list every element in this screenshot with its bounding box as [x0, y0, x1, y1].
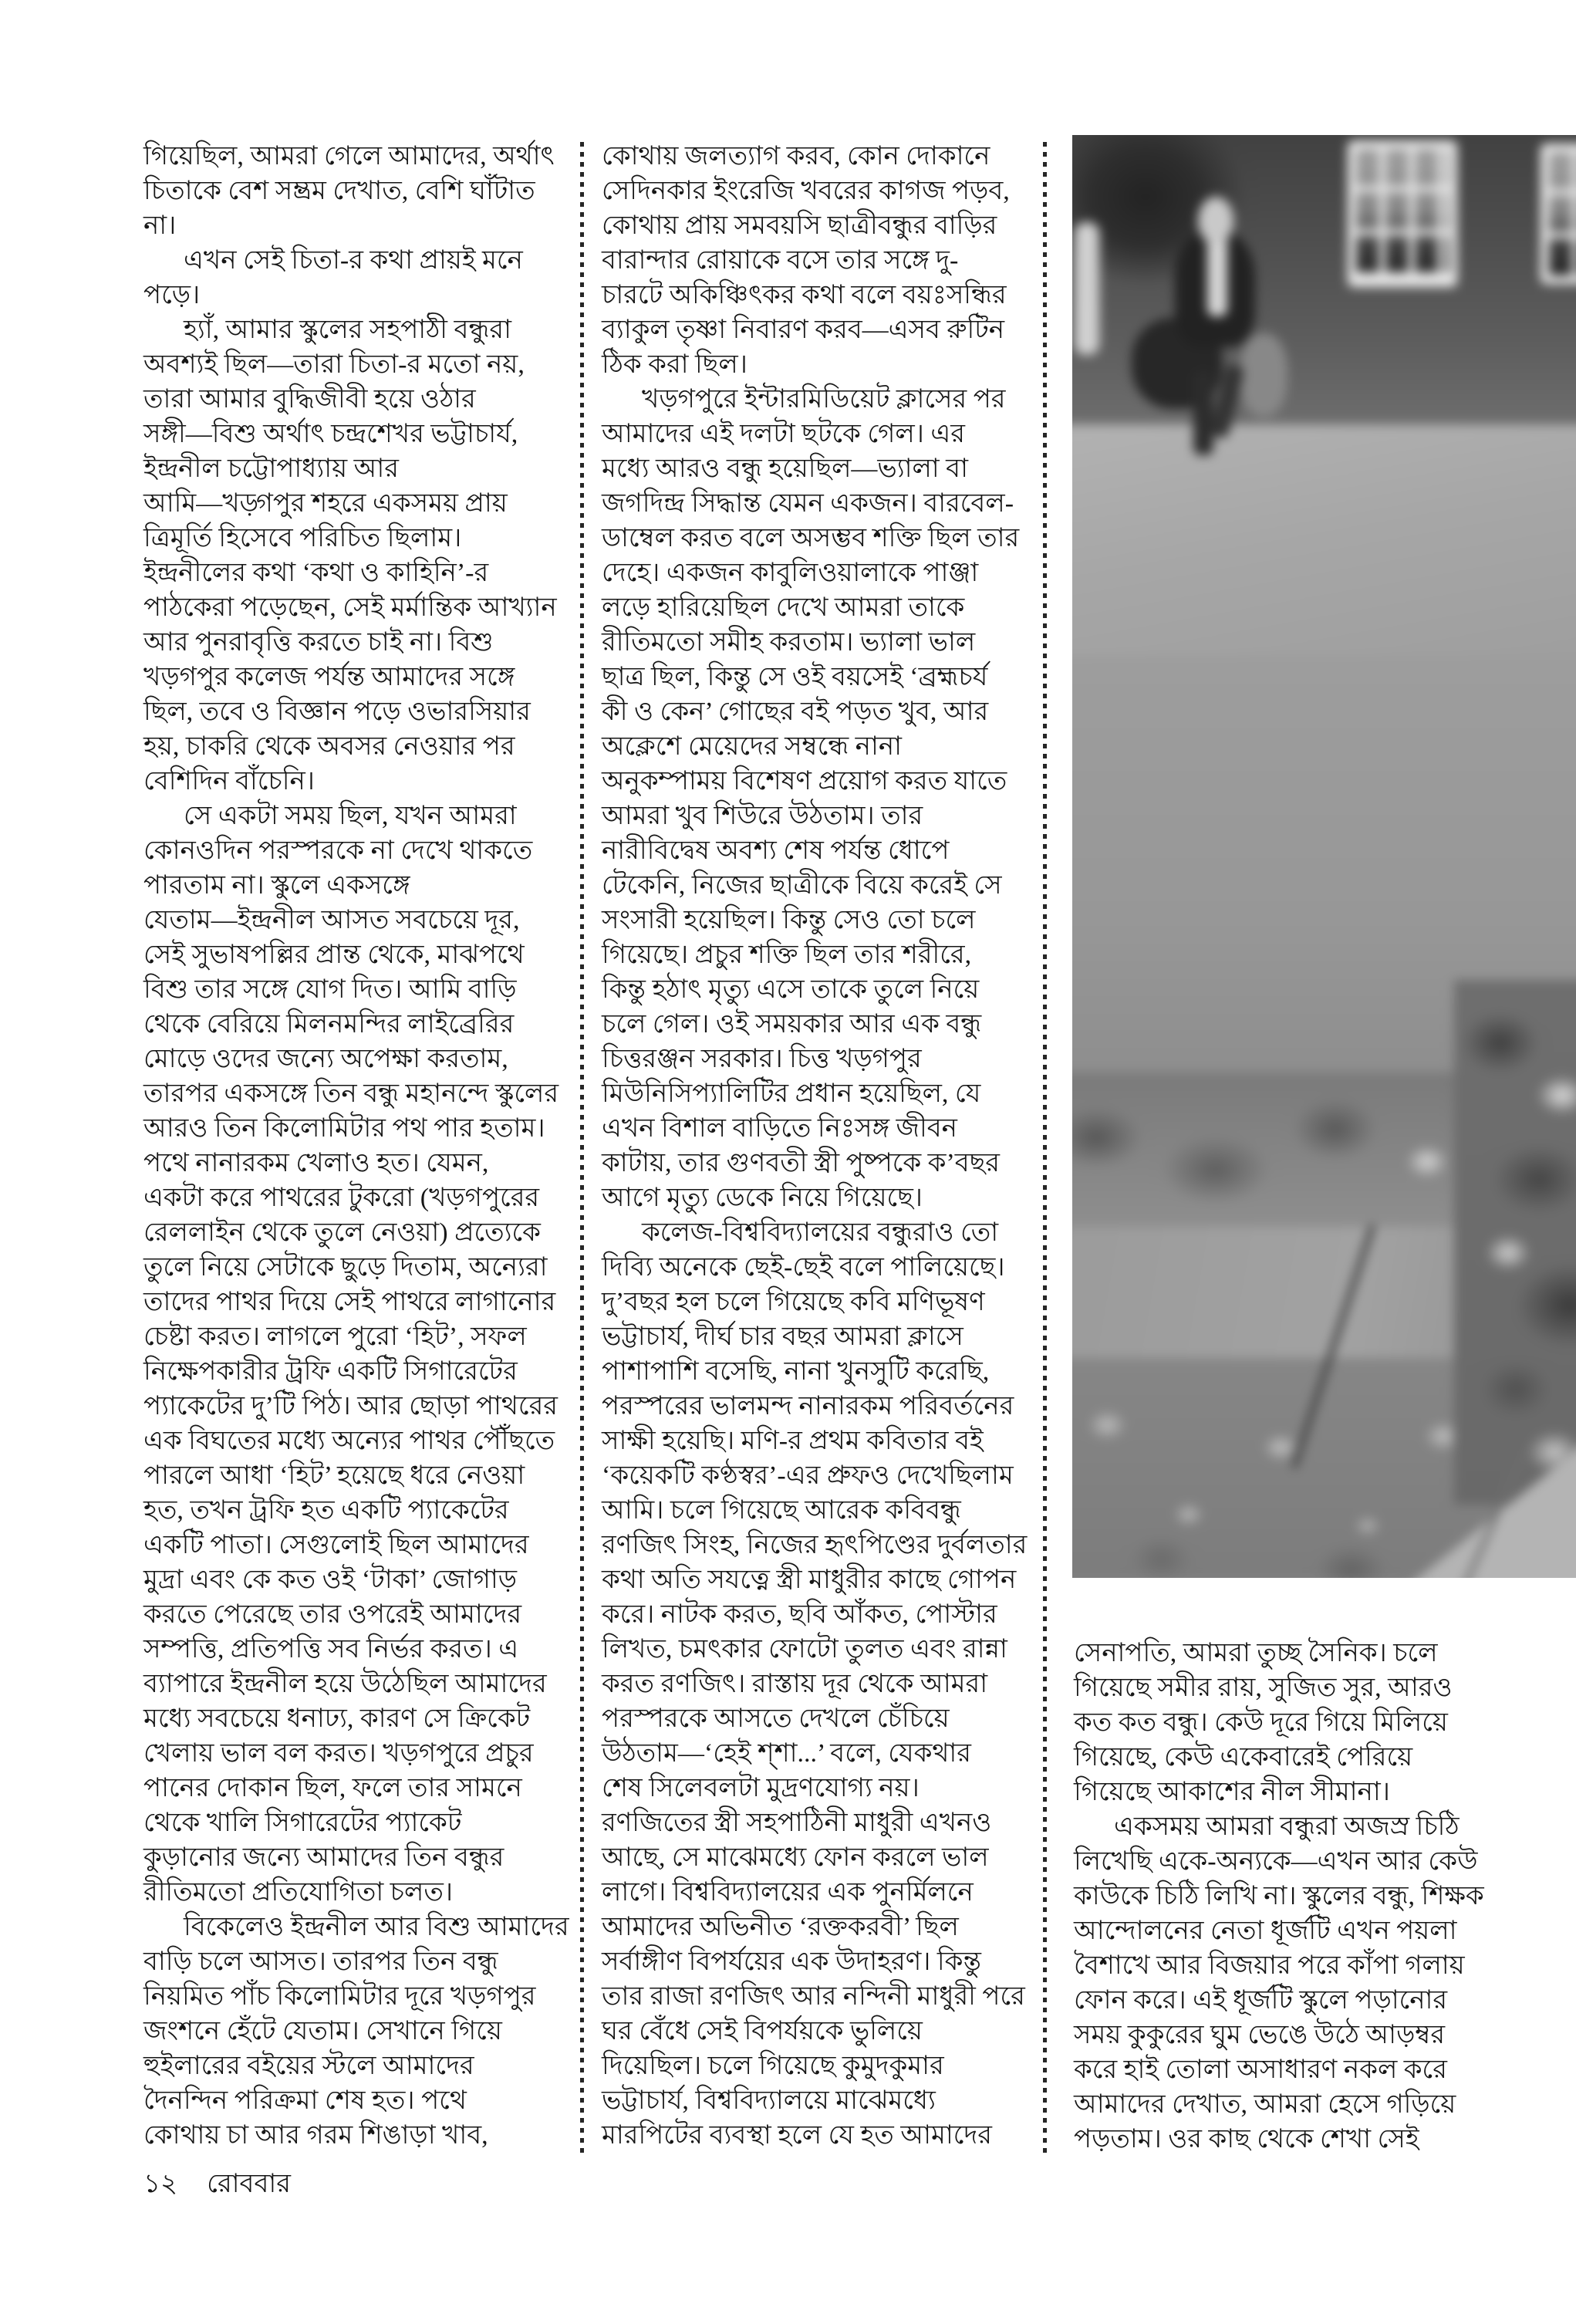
text-line: রেললাইন থেকে তুলে নেওয়া) প্রত্যেকে — [143, 1218, 541, 1247]
text-line: গিয়েছে, কেউ একেবারেই পেরিয়ে — [1074, 1743, 1413, 1772]
text-line: কুড়ানোর জন্যে আমাদের তিন বন্ধুর — [143, 1843, 505, 1872]
text-line: বিকেলেও ইন্দ্রনীল আর বিশু আমাদের — [184, 1913, 569, 1941]
pavement-ground — [1072, 424, 1576, 687]
text-line: প্যাকেটের দু’টি পিঠ। আর ছোড়া পাথরের — [143, 1392, 558, 1420]
text-line: আগে মৃত্যু ডেকে নিয়ে গিয়েছে। — [602, 1184, 923, 1212]
text-line: ইন্দ্রনীলের কথা ‘কথা ও কাহিনি’-র — [143, 559, 489, 587]
text-line: রণজিতের স্ত্রী সহপাঠিনী মাধুরী এখনও — [602, 1809, 992, 1837]
text-line: মধ্যে আরও বন্ধু হয়েছিল—ভ্যালা বা — [602, 454, 968, 483]
text-line: করত রণজিৎ। রাস্তায় দূর থেকে আমরা — [602, 1670, 988, 1698]
text-line: সেনাপতি, আমরা তুচ্ছ সৈনিক। চলে — [1074, 1639, 1438, 1667]
text-line: লিখত, চমৎকার ফোটো তুলত এবং রান্না — [602, 1635, 1007, 1664]
text-line: লিখেছি একে-অন্যকে—এখন আর কেউ — [1074, 1847, 1478, 1876]
article-column-1 — [143, 139, 572, 2153]
text-line: যেতাম—ইন্দ্রনীল আসত সবচেয়ে দূর, — [143, 906, 520, 934]
text-line: রীতিমতো প্রতিযোগিতা চলত। — [143, 1878, 454, 1907]
text-line: খড়গপুরে ইন্টারমিডিয়েট ক্লাসের পর — [642, 385, 1006, 414]
photo-blur-layer — [1072, 135, 1576, 1578]
text-line: কোথায় প্রায় সমবয়সি ছাত্রীবন্ধুর বাড়ির — [602, 211, 997, 240]
text-line: উঠতাম—‘হেই শ্শা...’ বলে, যেকথার — [602, 1739, 971, 1768]
text-line: অবশ্যই ছিল—তারা চিতা-র মতো নয়, — [143, 350, 525, 379]
text-line: অক্লেশে মেয়েদের সম্বন্ধে নানা — [602, 732, 902, 761]
text-line: সে একটা সময় ছিল, যখন আমরা — [184, 802, 517, 830]
text-line: রীতিমতো সমীহ করতাম। ভ্যালা ভাল — [602, 628, 976, 657]
text-line: আন্দোলনের নেতা ধূর্জটি এখন পয়লা — [1074, 1917, 1457, 1945]
window-panes — [1356, 149, 1449, 279]
text-line: আমাদের এই দলটা ছটকে গেল। এর — [602, 420, 965, 448]
text-line: একটি পাতা। সেগুলোই ছিল আমাদের — [143, 1531, 529, 1559]
text-line: তারপর একসঙ্গে তিন বন্ধু মহানন্দে স্কুলের — [143, 1079, 559, 1108]
text-line: বিশু তার সঙ্গে যোগ দিত। আমি বাড়ি — [143, 975, 517, 1004]
text-line: সর্বাঙ্গীণ বিপর্যয়ের এক উদাহরণ। কিন্তু — [602, 1947, 981, 1976]
magazine-title: রোববার — [207, 2170, 291, 2198]
text-line: পথে নানারকম খেলাও হত। যেমন, — [143, 1149, 489, 1177]
text-line: সংসারী হয়েছিল। কিন্তু সেও তো চলে — [602, 906, 976, 934]
text-line: কোথায় চা আর গরম শিঙাড়া খাব, — [143, 2121, 488, 2150]
text-line: ঘর বেঁধে সেই বিপর্যয়কে ভুলিয়ে — [602, 2017, 923, 2045]
text-line: তুলে নিয়ে সেটাকে ছুড়ে দিতাম, অন্যেরা — [143, 1253, 548, 1282]
text-line: কত কত বন্ধু। কেউ দূরে গিয়ে মিলিয়ে — [1074, 1708, 1448, 1737]
grey-satchel — [1240, 333, 1287, 417]
text-line: একসময় আমরা বন্ধুরা অজস্র চিঠি — [1114, 1812, 1460, 1841]
window — [1541, 144, 1576, 284]
text-line: ত্রিমূর্তি হিসেবে পরিচিত ছিলাম। — [143, 524, 462, 552]
walking-man-leg — [1193, 370, 1213, 455]
text-line: গিয়েছে আকাশের নীল সীমানা। — [1074, 1778, 1390, 1806]
text-line: কাউকে চিঠি লিখি না। স্কুলের বন্ধু, শিক্ষক — [1074, 1882, 1484, 1910]
text-line: তারা আমার বুদ্ধিজীবী হয়ে ওঠার — [143, 385, 476, 414]
text-line: সেই সুভাষপল্লির প্রান্ত থেকে, মাঝপথে — [143, 941, 525, 969]
text-line: আর পুনরাবৃত্তি করতে চাই না। বিশু — [143, 628, 494, 657]
text-line: রণজিৎ সিংহ, নিজের হৃৎপিণ্ডের দুর্বলতার — [602, 1531, 1028, 1559]
text-line: মুদ্রা এবং কে কত ওই ‘টাকা’ জোগাড় — [143, 1566, 517, 1594]
text-line: ফোন করে। এই ধূর্জটি স্কুলে পড়ানোর — [1074, 1986, 1448, 2015]
text-line: মারপিটের ব্যবস্থা হলে যে হত আমাদের — [602, 2121, 992, 2150]
text-line: গিয়েছিল, আমরা গেলে আমাদের, অর্থাৎ — [143, 142, 555, 171]
text-line: আমি—খড়্গপুর শহরে একসময় প্রায় — [143, 489, 508, 518]
text-line: ছাত্র ছিল, কিন্তু সে ওই বয়সেই ‘ব্রহ্মচর্য — [602, 663, 988, 691]
text-line: পরস্পরের ভালমন্দ নানারকম পরিবর্তনের — [602, 1392, 1014, 1420]
text-line: কাটায়, তার গুণবতী স্ত্রী পুষ্পকে ক’বছর — [602, 1149, 1000, 1177]
text-line: পারলে আধা ‘হিট’ হয়েছে ধরে নেওয়া — [143, 1461, 525, 1490]
text-line: নারীবিদ্বেষ অবশ্য শেষ পর্যন্ত ধোপে — [602, 836, 950, 865]
text-line: টেকেনি, নিজের ছাত্রীকে বিয়ে করেই সে — [602, 871, 1002, 900]
text-line: নিক্ষেপকারীর ট্রফি একটি সিগারেটের — [143, 1357, 518, 1386]
text-line: অনুকম্পাময় বিশেষণ প্রয়োগ করত যাতে — [602, 767, 1007, 795]
text-line: নিয়মিত পাঁচ কিলোমিটার দূরে খড়গপুর — [143, 1982, 536, 2011]
article-column-3 — [1074, 1636, 1521, 2157]
text-line: সময় কুকুরের ঘুম ভেঙে উঠে আড়ম্বর — [1074, 2021, 1446, 2049]
text-line: আমাদের দেখাত, আমরা হেসে গড়িয়ে — [1074, 2090, 1456, 2119]
text-line: মধ্যে সবচেয়ে ধনাঢ্য, কারণ সে ক্রিকেট — [143, 1704, 531, 1733]
text-line: কথা অতি সযত্নে স্ত্রী মাধুরীর কাছে গোপন — [602, 1566, 1017, 1594]
text-line: দিয়েছিল। চলে গিয়েছে কুমুদকুমার — [602, 2052, 944, 2080]
walking-man-head — [1198, 197, 1233, 245]
text-line: লড়ে হারিয়েছিল দেখে আমরা তাকে — [602, 593, 965, 622]
text-line: আরও তিন কিলোমিটার পথ পার হতাম। — [143, 1114, 545, 1143]
text-line: দৈনন্দিন পরিক্রমা শেষ হত। পথে — [143, 2086, 467, 2115]
photograph — [1072, 135, 1576, 1578]
text-line: ভট্টাচার্য, দীর্ঘ চার বছর আমরা ক্লাসে — [602, 1322, 963, 1351]
text-line: হুইলারের বইয়ের স্টলে আমাদের — [143, 2052, 474, 2080]
text-line: করে। নাটক করত, ছবি আঁকত, পোস্টার — [602, 1600, 997, 1629]
text-line: না। — [143, 211, 177, 240]
text-line: মোড়ে ওদের জন্যে অপেক্ষা করতাম, — [143, 1045, 508, 1073]
text-line: শেষ সিলেবলটা মুদ্রণযোগ্য নয়। — [602, 1774, 920, 1802]
text-line: দেহে। একজন কাবুলিওয়ালাকে পাঞ্জা — [602, 559, 979, 587]
window — [1348, 140, 1457, 287]
text-line: পরস্পরকে আসতে দেখলে চেঁচিয়ে — [602, 1704, 950, 1733]
text-line: কোথায় জলত্যাগ করব, কোন দোকানে — [602, 142, 990, 171]
article-column-2 — [602, 139, 1034, 2153]
text-line: চেষ্টা করত। লাগলে পুরো ‘হিট’, সফল — [143, 1322, 527, 1351]
text-line: কী ও কেন’ গোছের বই পড়ত খুব, আর — [602, 698, 989, 726]
text-line: কিন্তু হঠাৎ মৃত্যু এসে তাকে তুলে নিয়ে — [602, 975, 980, 1004]
page-footer — [143, 2164, 291, 2207]
text-line: গিয়েছে সমীর রায়, সুজিত সুর, আরও — [1074, 1674, 1453, 1702]
text-line: সম্পত্তি, প্রতিপত্তি সব নির্ভর করত। এ — [143, 1635, 519, 1664]
text-line: বারান্দার রোয়াকে বসে তার সঙ্গে দু- — [602, 246, 959, 275]
window-panes — [1549, 152, 1576, 275]
text-line: আমাদের অভিনীত ‘রক্তকরবী’ ছিল — [602, 1913, 959, 1941]
text-line: ইন্দ্রনীল চট্টোপাধ্যায় আর — [143, 454, 399, 483]
text-line: চিতাকে বেশ সম্ভ্রম দেখাত, বেশি ঘাঁটাত — [143, 177, 535, 205]
text-line: থেকে বেরিয়ে মিলনমন্দির লাইব্রেরির — [143, 1010, 515, 1039]
text-line: কোনওদিন পরস্পরকে না দেখে থাকতে — [143, 836, 533, 865]
text-line: ভট্টাচার্য, বিশ্ববিদ্যালয়ে মাঝেমধ্যে — [602, 2086, 936, 2115]
text-line: কলেজ-বিশ্ববিদ্যালয়ের বন্ধুরাও তো — [642, 1218, 999, 1247]
right-bushes — [1454, 980, 1576, 1505]
text-line: ছিল, তবে ও বিজ্ঞান পড়ে ওভারসিয়ার — [143, 698, 531, 726]
text-line: মিউনিসিপ্যালিটির প্রধান হয়েছিল, যে — [602, 1079, 981, 1108]
text-line: পড়ে। — [143, 281, 201, 309]
text-line: চিত্তরঞ্জন সরকার। চিত্ত খড়গপুর — [602, 1045, 922, 1073]
text-line: পানের দোকান ছিল, ফলে তার সামনে — [143, 1774, 522, 1802]
text-line: করে হাই তোলা অসাধারণ নকল করে — [1074, 2055, 1447, 2084]
text-line: আছে, সে মাঝেমধ্যে ফোন করলে ভাল — [602, 1843, 989, 1872]
text-line: দু’বছর হল চলে গিয়েছে কবি মণিভূষণ — [602, 1288, 985, 1316]
text-line: ডাম্বেল করত বলে অসম্ভব শক্তি ছিল তার — [602, 524, 1020, 552]
text-line: চারটে অকিঞ্চিৎকর কথা বলে বয়ঃসন্ধির — [602, 281, 1007, 309]
text-line: দিব্যি অনেকে ছেই-ছেই বলে পালিয়েছে। — [602, 1253, 1005, 1282]
column-divider-dotted-2 — [1043, 142, 1047, 2157]
text-line: এখন বিশাল বাড়িতে নিঃসঙ্গ জীবন — [602, 1114, 957, 1143]
text-line: হ্যাঁ, আমার স্কুলের সহপাঠী বন্ধুরা — [184, 316, 511, 344]
text-line: করতে পেরেছে তার ওপরেই আমাদের — [143, 1600, 522, 1629]
text-line: বাড়ি চলে আসত। তারপর তিন বন্ধু — [143, 1947, 498, 1976]
text-line: এখন সেই চিতা-র কথা প্রায়ই মনে — [184, 246, 523, 275]
text-line: একটা করে পাথরের টুকরো (খড়গপুরের — [143, 1184, 540, 1212]
text-line: খড়গপুর কলেজ পর্যন্ত আমাদের সঙ্গে — [143, 663, 515, 691]
text-line: গিয়েছে। প্রচুর শক্তি ছিল তার শরীরে, — [602, 941, 972, 969]
text-line: ‘কয়েকটি কণ্ঠস্বর’-এর প্রুফও দেখেছিলাম — [602, 1461, 1014, 1490]
text-line: হত, তখন ট্রফি হত একটি প্যাকেটের — [143, 1496, 509, 1525]
text-line: আমরা খুব শিউরে উঠতাম। তার — [602, 802, 923, 830]
text-line: এক বিঘতের মধ্যে অন্যের পাথর পৌঁছতে — [143, 1427, 555, 1455]
text-line: ঠিক করা ছিল। — [602, 350, 748, 379]
text-line: সঙ্গী—বিশু অর্থাৎ চন্দ্রশেখর ভট্টাচার্য, — [143, 420, 518, 448]
text-line: আমি। চলে গিয়েছে আরেক কবিবন্ধু — [602, 1496, 961, 1525]
text-line: চলে গেল। ওই সময়কার আর এক বন্ধু — [602, 1010, 982, 1039]
text-line: তাদের পাথর দিয়ে সেই পাথরে লাগানোর — [143, 1288, 556, 1316]
text-line: বৈশাখে আর বিজয়ার পরে কাঁপা গলায় — [1074, 1951, 1465, 1980]
page-number: ১২ — [143, 2170, 178, 2198]
text-line: খেলায় ভাল বল করত। খড়গপুরে প্রচুর — [143, 1739, 534, 1768]
text-line: ব্যাপারে ইন্দ্রনীল হয়ে উঠেছিল আমাদের — [143, 1670, 547, 1698]
text-line: তার রাজা রণজিৎ আর নন্দিনী মাধুরী পরে — [602, 1982, 1025, 2011]
text-line: হয়, চাকরি থেকে অবসর নেওয়ার পর — [143, 732, 515, 761]
text-line: পড়তাম। ওর কাছ থেকে শেখা সেই — [1074, 2125, 1419, 2153]
text-line: সাক্ষী হয়েছি। মণি-র প্রথম কবিতার বই — [602, 1427, 984, 1455]
column-divider-dotted-1 — [580, 142, 584, 2157]
text-line: ব্যাকুল তৃষ্ণা নিবারণ করব—এসব রুটিন — [602, 316, 1005, 344]
text-line: জগদিন্দ্র সিদ্ধান্ত যেমন একজন। বারবেল- — [602, 489, 1014, 518]
text-line: বেশিদিন বাঁচেনি। — [143, 767, 315, 795]
text-line: লাগে। বিশ্ববিদ্যালয়ের এক পুনর্মিলনে — [602, 1878, 974, 1907]
text-line: জংশনে হেঁটে যেতাম। সেখানে গিয়ে — [143, 2017, 502, 2045]
text-line: পারতাম না। স্কুলে একসঙ্গে — [143, 871, 410, 900]
text-line: পাঠকেরা পড়েছেন, সেই মর্মান্তিক আখ্যান — [143, 593, 557, 622]
text-line: পাশাপাশি বসেছি, নানা খুনসুটি করেছি, — [602, 1357, 990, 1386]
white-post — [1075, 222, 1099, 355]
text-line: থেকে খালি সিগারেটের প্যাকেট — [143, 1809, 462, 1837]
text-line: সেদিনকার ইংরেজি খবরের কাগজ পড়ব, — [602, 177, 1010, 205]
